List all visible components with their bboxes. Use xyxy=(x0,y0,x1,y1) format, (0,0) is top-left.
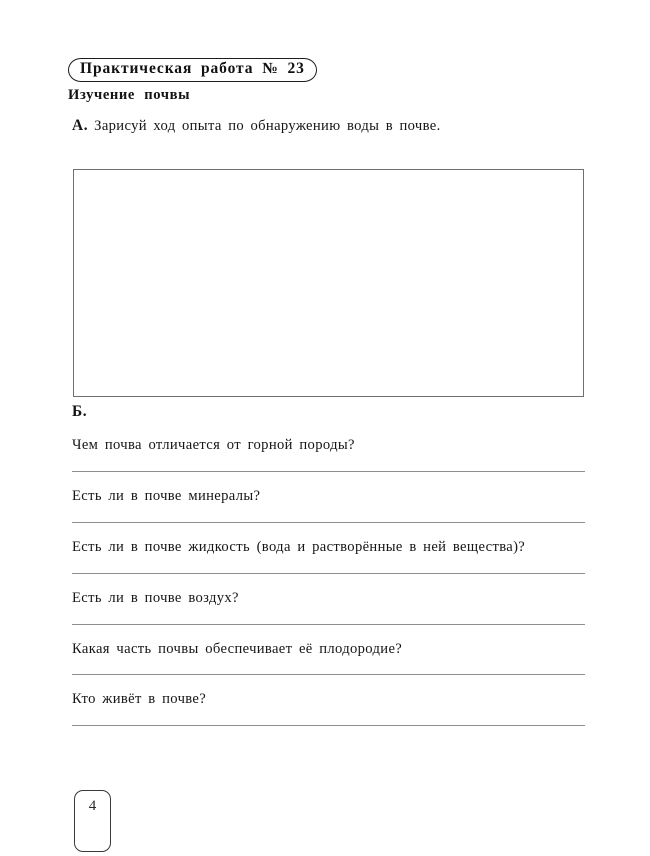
list-item xyxy=(72,421,585,472)
page-number-box xyxy=(74,790,111,852)
question-text: Кто живёт в почве? xyxy=(72,691,207,708)
answer-rule[interactable] xyxy=(72,725,585,726)
task-a-marker: А. xyxy=(72,117,89,134)
question-list xyxy=(72,421,585,726)
task-a-instruction xyxy=(72,114,584,137)
page-header xyxy=(68,58,588,104)
list-item xyxy=(72,523,585,574)
list-item xyxy=(72,675,585,726)
question-text: Есть ли в почве воздух? xyxy=(72,589,239,606)
practical-work-title: Практическая работа № 23 xyxy=(68,58,317,82)
task-b-marker: Б. xyxy=(72,403,88,420)
task-a-text: Зарисуй ход опыта по обнаружению воды в почве. xyxy=(94,118,441,134)
question-text: Чем почва отличается от горной породы? xyxy=(72,436,355,453)
list-item xyxy=(72,574,585,625)
page-subtitle: Изучение почвы xyxy=(68,86,191,103)
drawing-area[interactable] xyxy=(73,169,584,397)
list-item xyxy=(72,625,585,676)
question-text: Есть ли в почве жидкость (вода и растворённые в ней вещества)? xyxy=(72,538,526,555)
task-b-section xyxy=(72,404,585,726)
question-text: Какая часть почвы обеспечивает её плодородие? xyxy=(72,640,403,657)
list-item xyxy=(72,472,585,523)
task-a-section xyxy=(72,114,584,137)
page-number: 4 xyxy=(88,798,97,814)
question-text: Есть ли в почве минералы? xyxy=(72,487,261,504)
